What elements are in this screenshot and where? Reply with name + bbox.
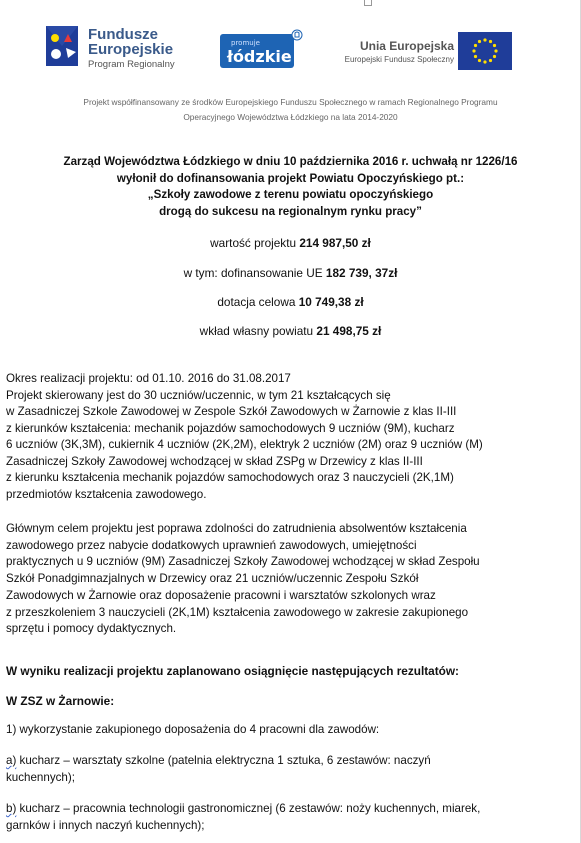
fe-line3: Program Regionalny [88, 59, 175, 70]
item-b-marker: b) [6, 802, 17, 815]
goal-line: praktycznych u 9 uczniów (9M) Zasadniczej Szkoły Zawodowej wchodzącej w skład Zespołu [6, 555, 480, 569]
heading-line2: wyłonił do dofinansowania projekt Powiatu Opoczyńskiego pt.: [116, 171, 465, 185]
participants-line: z kierunków kształcenia: mechanik pojazdów samochodowych 9 uczniów (9M), kucharz [6, 421, 455, 435]
heading-line4: drogą do sukcesu na regionalnym rynku pracy” [159, 204, 422, 218]
lodzkie-top: promuje [231, 39, 260, 47]
cofinancing-note [20, 95, 561, 125]
eu-funding-line [0, 266, 581, 280]
own-contribution-label: wkład własny powiatu [199, 324, 317, 338]
participants-line: Projekt skierowany jest do 30 uczniów/uczennic, w tym 21 kształcących się [6, 388, 391, 402]
goal-line: Głównym celem projektu jest poprawa zdolności do zatrudnienia absolwentów kształcenia [6, 522, 467, 535]
period-and-participants [6, 371, 550, 503]
goal-line: Zawodowych w Żarnowie oraz doposażenie pracowni i warsztatów szkolonych wraz [6, 588, 436, 602]
eu-flag-icon [458, 32, 512, 70]
lodzkie-main: łódzkie [227, 47, 292, 66]
zsz-heading: W ZSZ w Żarnowie: [6, 694, 115, 708]
goal-line: z przeszkoleniem 3 nauczycieli (2K,1M) kształcenia zawodowego w zakresie zakupionego [6, 605, 469, 619]
heading-line3: „Szkoły zawodowe z terenu powiatu opoczyńskiego [147, 188, 434, 201]
participants-line: z kierunku kształcenia mechanik pojazdów samochodowych oraz 3 nauczycieli (2K,1M) [6, 471, 454, 484]
project-value-line [0, 236, 581, 250]
project-value-label: wartość projektu [210, 236, 300, 250]
item-a-text: kucharz – warsztaty szkolne (patelnia elektryczna 1 sztuka, 6 zestawów: naczyń [16, 754, 431, 767]
ue-fund: Europejski Fundusz Społeczny [344, 55, 454, 64]
unia-europejska-logo [344, 32, 514, 76]
logo-bar [0, 18, 581, 80]
participants-line: w Zasadniczej Szkole Zawodowej w Zespole Szkół Zawodowych w Żarnowie z klas II-III [6, 405, 457, 418]
period-text: Okres realizacji projektu: od 01.10. 2016 do 31.08.2017 [6, 372, 291, 385]
promuje-lodzkie-logo [219, 28, 303, 70]
heading-line1: Zarząd Województwa Łódzkiego w dniu 10 października 2016 r. uchwałą nr 1226/16 [63, 155, 518, 168]
grant-line [0, 295, 581, 309]
participants-line: Zasadniczej Szkoły Zawodowej wchodzącej w skład ZSPg w Drzewicy z klas II-III [6, 454, 423, 468]
result-item-a [6, 753, 550, 786]
eu-funding-label: w tym: dofinansowanie UE [183, 266, 326, 280]
participants-line: 6 uczniów (3K,3M), cukiernik 4 uczniów (2K,2M), elektryk 2 uczniów (2M) oraz 9 uczniów (M) [6, 438, 483, 451]
cofinancing-line1: Projekt współfinansowany ze środków Europejskiego Funduszu Społecznego w ramach Regionalnego Programu [83, 97, 498, 107]
result-item-b [6, 801, 550, 834]
fundusze-europejskie-logo [42, 22, 217, 74]
goal-line: sprzętu i pomocy dydaktycznych. [6, 622, 177, 636]
fe-line2: Europejskie [88, 41, 174, 58]
own-contribution-line [0, 324, 581, 338]
item-b-text: kucharz – pracownia technologii gastronomicznej (6 zestawów: noży kuchennych, miarek, [16, 802, 481, 815]
fe-text [88, 27, 175, 70]
item-a-marker: a) [6, 754, 17, 767]
participants-line: przedmiotów kształcenia zawodowego. [6, 487, 207, 501]
grant-label: dotacja celowa [217, 295, 299, 309]
ue-name: Unia Europejska [359, 39, 454, 53]
announcement-heading [0, 154, 581, 220]
item-b-text-cont: garnków i innych naczyń kuchennych); [6, 818, 205, 832]
eu-funding-amount: 182 739, 37zł [325, 266, 398, 280]
fe-line1: Fundusze [88, 26, 158, 43]
grant-amount: 10 749,38 zł [298, 295, 364, 309]
own-contribution-amount: 21 498,75 zł [316, 324, 382, 338]
fe-flag-icon [42, 24, 82, 68]
result-item-1: 1) wykorzystanie zakupionego doposażenia do 4 pracowni dla zawodów: [6, 723, 380, 736]
scroll-marker [364, 0, 372, 6]
goal-line: Szkół Ponadgimnazjalnych w Drzewicy oraz 21 uczniów/uczennic Zespołu Szkół [6, 572, 419, 586]
cofinancing-line2: Operacyjnego Województwa Łódzkiego na lata 2014-2020 [183, 112, 398, 122]
item-a-text-cont: kuchennych); [6, 770, 75, 784]
goal-line: zawodowego przez nabycie dodatkowych uprawnień zawodowych, umiejętności [6, 538, 417, 552]
goal-paragraph [6, 521, 550, 638]
results-heading: W wyniku realizacji projektu zaplanowano osiągnięcie następujących rezultatów: [6, 664, 459, 678]
lodzkie-logo-graphic [219, 28, 303, 70]
project-value-amount: 214 987,50 zł [299, 236, 371, 250]
